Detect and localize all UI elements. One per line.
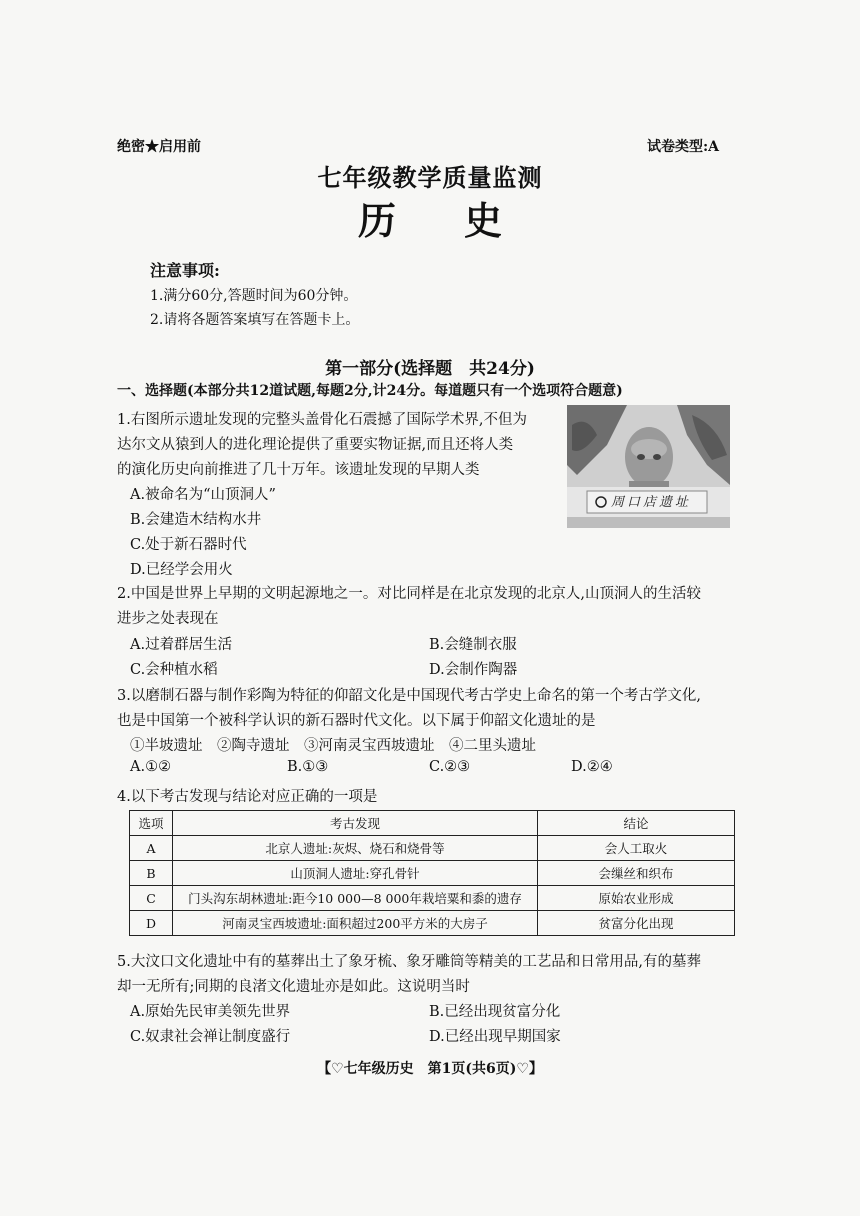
page-footer: 【♡七年级历史 第1页(共6页)♡】 — [317, 1061, 543, 1077]
q5-option-d: D.已经出现早期国家 — [429, 1029, 561, 1045]
table-cell: 会人工取火 — [538, 836, 735, 861]
q3-option-b: B.①③ — [287, 759, 329, 775]
q3-option-a: A.①② — [130, 759, 172, 775]
q5-option-c: C.奴隶社会禅让制度盛行 — [130, 1029, 291, 1045]
subject-char: 史 — [464, 198, 503, 243]
table-cell: 北京人遗址:灰烬、烧石和烧骨等 — [173, 836, 538, 861]
table-cell: 河南灵宝西坡遗址:面积超过200平方米的大房子 — [173, 911, 538, 936]
table-header-row — [130, 811, 735, 836]
table-cell: C — [130, 886, 173, 911]
table-cell: 贫富分化出现 — [538, 911, 735, 936]
q4-stem: 4.以下考古发现与结论对应正确的一项是 — [117, 789, 378, 805]
table-cell: B — [130, 861, 173, 886]
paper-type-label: 试卷类型:A — [647, 139, 720, 155]
q4-table — [129, 810, 735, 936]
table-cell: 山顶洞人遗址:穿孔骨针 — [173, 861, 538, 886]
q1-option-a: A.被命名为“山顶洞人” — [130, 487, 276, 503]
table-row — [130, 886, 735, 911]
q2-option-a: A.过着群居生活 — [130, 637, 233, 653]
table-header-cell: 结论 — [538, 811, 735, 836]
q2-stem-line: 2.中国是世界上早期的文明起源地之一。对比同样是在北京发现的北京人,山顶洞人的生活较 — [117, 586, 701, 602]
table-row — [130, 861, 735, 886]
table-header-cell: 考古发现 — [173, 811, 538, 836]
q2-option-b: B.会缝制衣服 — [429, 637, 517, 653]
subject-title — [0, 190, 860, 245]
table-cell: 会缫丝和织布 — [538, 861, 735, 886]
q1-option-c: C.处于新石器时代 — [130, 537, 247, 553]
q1-option-b: B.会建造木结构水井 — [130, 512, 262, 528]
q5-option-b: B.已经出现贫富分化 — [429, 1004, 561, 1020]
subject-char: 历 — [357, 198, 396, 243]
q3-option-d: D.②④ — [571, 759, 613, 775]
part-title: 第一部分(选择题 共24分) — [325, 359, 535, 379]
confidential-label: 绝密★启用前 — [117, 139, 201, 155]
site-photo-caption: 周口店遗址 — [611, 495, 692, 510]
notice-item: 1.满分60分,答题时间为60分钟。 — [150, 288, 358, 304]
section-title: 一、选择题(本部分共12道试题,每题2分,计24分。每道题只有一个选项符合题意) — [117, 383, 623, 399]
notice-heading: 注意事项: — [150, 261, 220, 280]
site-photo — [567, 405, 730, 528]
table-row — [130, 836, 735, 861]
notice-item: 2.请将各题答案填写在答题卡上。 — [150, 312, 360, 328]
table-header-cell: 选项 — [130, 811, 173, 836]
q5-option-a: A.原始先民审美领先世界 — [130, 1004, 291, 1020]
table-cell: 门头沟东胡林遗址:距今10 000—8 000年栽培粟和黍的遗存 — [173, 886, 538, 911]
q2-option-d: D.会制作陶器 — [429, 662, 518, 678]
q5-stem-line: 5.大汶口文化遗址中有的墓葬出土了象牙梳、象牙雕筒等精美的工艺品和日常用品,有的墓葬 — [117, 954, 701, 970]
q5-stem-line: 却一无所有;同期的良渚文化遗址亦是如此。这说明当时 — [117, 979, 470, 995]
q3-site-list: ①半坡遗址 ②陶寺遗址 ③河南灵宝西坡遗址 ④二里头遗址 — [130, 738, 536, 754]
q3-stem-line: 3.以磨制石器与制作彩陶为特征的仰韶文化是中国现代考古学史上命名的第一个考古学文化, — [117, 688, 701, 704]
table-row — [130, 911, 735, 936]
q1-stem-line: 的演化历史向前推进了几十万年。该遗址发现的早期人类 — [117, 462, 480, 478]
q1-stem-line: 达尔文从猿到人的进化理论提供了重要实物证据,而且还将人类 — [117, 437, 514, 453]
q3-option-c: C.②③ — [429, 759, 471, 775]
q2-option-c: C.会种植水稻 — [130, 662, 218, 678]
exam-title: 七年级教学质量监测 — [317, 163, 543, 192]
q1-option-d: D.已经学会用火 — [130, 562, 233, 578]
q1-stem-line: 1.右图所示遗址发现的完整头盖骨化石震撼了国际学术界,不但为 — [117, 412, 527, 428]
q3-stem-line: 也是中国第一个被科学认识的新石器时代文化。以下属于仰韶文化遗址的是 — [117, 713, 596, 729]
table-cell: A — [130, 836, 173, 861]
table-cell: 原始农业形成 — [538, 886, 735, 911]
table-cell: D — [130, 911, 173, 936]
q2-stem-line: 进步之处表现在 — [117, 611, 219, 627]
